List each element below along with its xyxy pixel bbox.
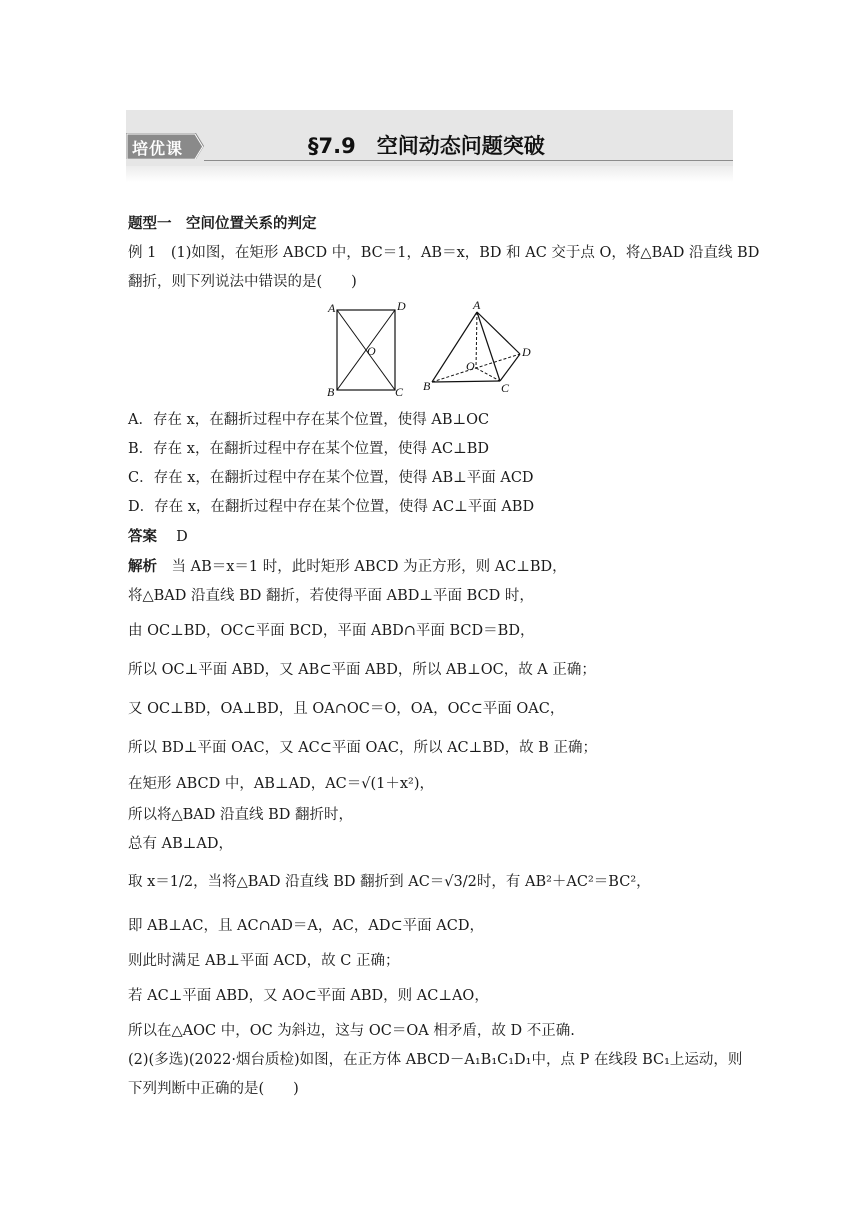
- solution-label: 解析: [128, 559, 157, 575]
- option-a: A．存在 x，在翻折过程中存在某个位置，使得 AB⊥OC: [128, 412, 490, 428]
- solution-line-8: 所以将△BAD 沿直线 BD 翻折时，: [128, 807, 354, 823]
- rect-label-a: A: [328, 301, 336, 315]
- pyramid-label-a: A: [473, 298, 481, 312]
- section-heading: 题型一 空间位置关系的判定: [128, 216, 317, 232]
- solution-line-9: 总有 AB⊥AD，: [128, 836, 233, 852]
- option-d: D．存在 x，在翻折过程中存在某个位置，使得 AC⊥平面 ABD: [128, 499, 535, 515]
- problem2-stem-line2: 下列判断中正确的是( ): [128, 1081, 299, 1097]
- tag-label: 培优课: [132, 139, 184, 158]
- problem1-stem-line2: 翻折，则下列说法中错误的是( ): [128, 274, 357, 290]
- solution-text-1: 当 AB＝x＝1 时，此时矩形 ABCD 为正方形，则 AC⊥BD，: [171, 559, 567, 575]
- rect-label-d: D: [397, 299, 406, 313]
- page-title: §7.9 空间动态问题突破: [308, 134, 545, 158]
- solution-line-6: 所以 BD⊥平面 OAC，又 AC⊂平面 OAC，所以 AC⊥BD，故 B 正确；: [128, 740, 597, 756]
- solution-line-4: 所以 OC⊥平面 ABD，又 AB⊂平面 ABD，所以 AB⊥OC，故 A 正确；: [128, 662, 596, 678]
- solution-line-12: 则此时满足 AB⊥平面 ACD，故 C 正确；: [128, 953, 400, 969]
- solution-line-1: [128, 557, 567, 577]
- folded-pyramid-figure: [423, 298, 531, 395]
- solution-line-11: 即 AB⊥AC，且 AC∩AD＝A，AC，AD⊂平面 ACD，: [128, 918, 484, 934]
- solution-line-2: 将△BAD 沿直线 BD 翻折，若使得平面 ABD⊥平面 BCD 时，: [128, 588, 534, 604]
- pyramid-label-d: D: [522, 345, 531, 359]
- problem1-figures: [320, 296, 550, 400]
- course-tag: [126, 133, 204, 159]
- rect-label-o: O: [367, 344, 376, 358]
- rect-label-b: B: [327, 385, 335, 399]
- option-b: B．存在 x，在翻折过程中存在某个位置，使得 AC⊥BD: [128, 441, 490, 457]
- problem1-stem-line1: 例 1 (1)如图，在矩形 ABCD 中，BC＝1，AB＝x，BD 和 AC 交于点 O，将△BAD 沿直线 BD: [128, 245, 760, 261]
- pyramid-label-c: C: [501, 381, 510, 395]
- solution-line-3: 由 OC⊥BD，OC⊂平面 BCD，平面 ABD∩平面 BCD＝BD，: [128, 623, 535, 639]
- pyramid-label-o: O: [466, 359, 475, 373]
- solution-line-7: 在矩形 ABCD 中，AB⊥AD，AC＝√(1＋x²)，: [128, 776, 435, 792]
- answer-label: 答案: [128, 529, 157, 545]
- answer-line: [128, 527, 188, 547]
- rect-label-c: C: [395, 385, 404, 399]
- answer-value: D: [176, 529, 188, 545]
- rectangle-figure: [327, 299, 406, 399]
- solution-line-10: 取 x＝1/2，当将△BAD 沿直线 BD 翻折到 AC＝√3/2时，有 AB²＋AC²＝BC²，: [128, 874, 651, 890]
- solution-line-14: 所以在△AOC 中，OC 为斜边，这与 OC＝OA 相矛盾，故 D 不正确.: [128, 1023, 575, 1039]
- solution-line-13: 若 AC⊥平面 ABD，又 AO⊂平面 ABD，则 AC⊥AO，: [128, 988, 489, 1004]
- problem2-stem-line1: (2)(多选)(2022·烟台质检)如图，在正方体 ABCD－A₁B₁C₁D₁中，点 P 在线段 BC₁上运动，则: [128, 1052, 743, 1068]
- pyramid-label-b: B: [423, 379, 431, 393]
- banner-rule: [204, 160, 733, 161]
- option-c: C．存在 x，在翻折过程中存在某个位置，使得 AB⊥平面 ACD: [128, 470, 534, 486]
- banner-shadow: [126, 166, 733, 182]
- solution-line-5: 又 OC⊥BD，OA⊥BD，且 OA∩OC＝O，OA，OC⊂平面 OAC，: [128, 701, 565, 717]
